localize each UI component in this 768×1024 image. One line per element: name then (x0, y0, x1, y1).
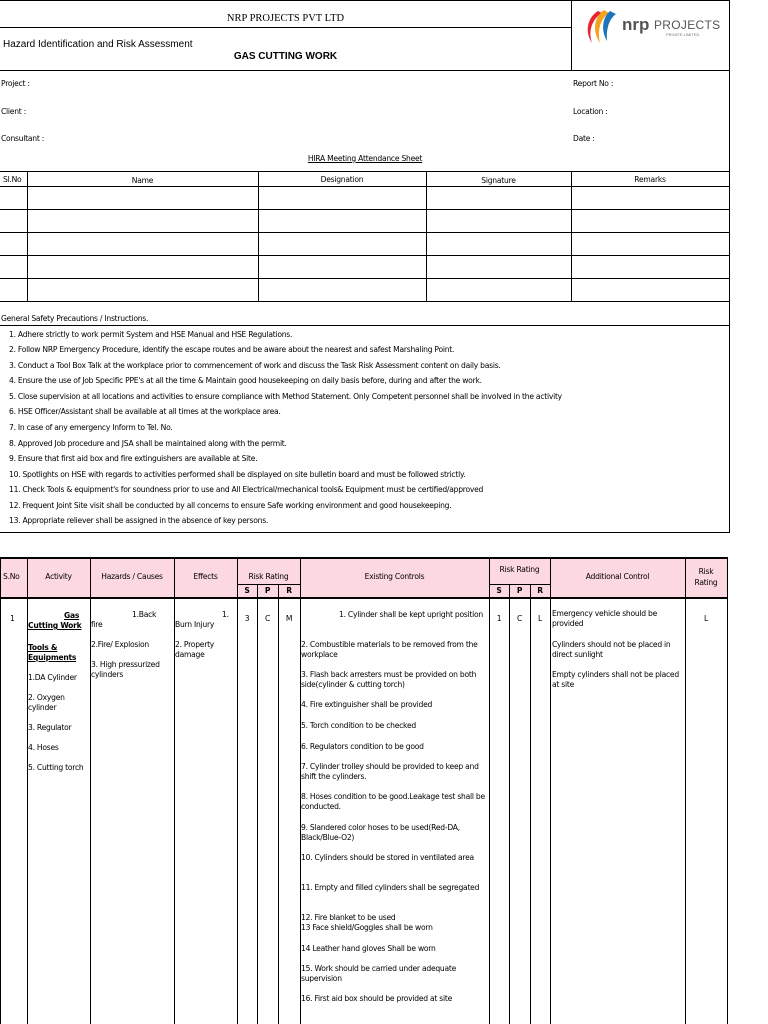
hazard-1b: fire (91, 620, 103, 629)
col-remarks: Remarks (634, 175, 666, 184)
header-risk-rating-2: Risk Rating (499, 565, 540, 574)
header-additional-control: Additional Control (585, 572, 650, 581)
control-item: 4. Fire extinguisher shall be provided (301, 700, 433, 709)
logo-word: nrp (622, 15, 650, 34)
report-no-label: Report No : (573, 79, 614, 88)
col-name: Name (131, 176, 154, 185)
control-item: 13 Face shield/Goggles shall be worn (301, 923, 433, 932)
precaution-item: 6. HSE Officer/Assistant shall be available at all times at the workplace area. (9, 407, 281, 416)
control-item: 7. Cylinder trolley should be provided to keep and shift the cylinders. (301, 762, 479, 781)
precaution-item: 13. Appropriate reliever shall be assigned in the absence of key persons. (9, 516, 269, 525)
control-item: 8. Hoses condition to be good.Leakage test shall be conducted. (301, 792, 485, 811)
header-effects: Effects (193, 572, 218, 581)
effect-2a: 2. Property (175, 640, 215, 649)
precaution-item: 9. Ensure that first aid box and fire extinguishers are available at Site. (9, 454, 258, 463)
hazard-1a: 1.Back (132, 610, 157, 619)
precaution-item: 5. Close supervision at all locations and activities to ensure compliance with Method Statement. Only Competent personnel shall be involved in the activity (9, 392, 562, 401)
header-s: S (244, 586, 250, 595)
control-item: 10. Cylinders should be stored in ventilated area (301, 853, 474, 862)
additional-control-item: Emergency vehicle should be provided (552, 609, 658, 628)
logo-name: PROJECTS (654, 18, 721, 32)
col-signature: Signature (481, 176, 516, 185)
rating-r: M (285, 614, 293, 623)
hazard-3b: cylinders (91, 670, 124, 679)
header-p: P (264, 586, 271, 595)
location-label: Location : (573, 107, 608, 116)
client-label: Client : (1, 107, 26, 116)
col-designation: Designation (320, 175, 364, 184)
header-activity: Activity (45, 572, 72, 581)
precaution-item: 4. Ensure the use of Job Specific PPE's at all the time & Maintain good housekeeping on daily basis before, during and after the work. (9, 376, 482, 385)
control-item: 6. Regulators condition to be good (301, 742, 424, 751)
rating-p: C (264, 614, 271, 623)
final-risk-rating: L (704, 614, 708, 623)
precautions-heading: General Safety Precautions / Instructions. (1, 314, 149, 323)
company-name: NRP PROJECTS PVT LTD (226, 13, 345, 24)
rating-r2: L (538, 614, 542, 623)
precaution-item: 11. Check Tools & equipment's for soundness prior to use and All Electrical/mechanical tools& Equipment must be certified/approved (9, 485, 484, 494)
control-item: 3. Flash back arresters must be provided on both side(cylinder & cutting torch) (301, 670, 477, 689)
header-risk-rating-3b: Rating (694, 578, 718, 587)
header-r2: R (537, 586, 543, 595)
consultant-label: Consultant : (1, 134, 45, 143)
col-slno: Sl.No (3, 175, 22, 184)
tools-heading-b: Equipments (28, 653, 77, 662)
date-label: Date : (573, 134, 595, 143)
header-hazards: Hazards / Causes (101, 572, 163, 581)
header-risk-rating-3a: Risk (698, 567, 714, 576)
effect-2b: damage (175, 650, 205, 659)
header-r: R (286, 586, 292, 595)
header-sno: S.No (3, 572, 20, 581)
tool-item: 1.DA Cylinder (28, 673, 77, 682)
company-logo (582, 5, 720, 49)
header-s2: S (496, 586, 502, 595)
tool-item: 5. Cutting torch (28, 763, 84, 772)
control-item: 12. Fire blanket to be used (301, 913, 396, 922)
control-item: 16. First aid box should be provided at site (301, 994, 453, 1003)
rating-s: 3 (244, 614, 250, 623)
precaution-item: 2. Follow NRP Emergency Procedure, identify the escape routes and be aware about the nearest and safest Marshaling Point. (9, 345, 455, 354)
control-item: 11. Empty and filled cylinders shall be segregated (301, 883, 480, 892)
tool-item: 2. Oxygen cylinder (28, 693, 65, 712)
activity-title: GAS CUTTING WORK (233, 51, 338, 62)
logo-tagline: PRIVATE LIMITED (666, 32, 700, 37)
effect-1b: Burn Injury (175, 620, 215, 629)
effect-1a: 1. (222, 610, 229, 619)
additional-control-item: Empty cylinders shall not be placed at site (552, 670, 679, 689)
activity-title-a: Gas (64, 611, 80, 620)
document-type: Hazard Identification and Risk Assessment (3, 39, 193, 50)
attendance-title: HIRA Meeting Attendance Sheet (307, 154, 423, 163)
tools-heading-a: Tools & (28, 643, 58, 652)
tool-item: 3. Regulator (28, 723, 72, 732)
rating-p2: C (516, 614, 523, 623)
rating-s2: 1 (496, 614, 502, 623)
precaution-item: 8. Approved Job procedure and JSA shall be maintained along with the permit. (9, 439, 287, 448)
precaution-item: 12. Frequent Joint Site visit shall be conducted by all concerns to ensure Safe working environment and good housekeeping. (9, 501, 452, 510)
additional-control-item: Cylinders should not be placed in direct sunlight (552, 640, 671, 659)
header-existing-controls: Existing Controls (364, 572, 425, 581)
control-item: 5. Torch condition to be checked (301, 721, 416, 730)
header-p2: P (516, 586, 523, 595)
row-sno: 1 (10, 614, 15, 623)
precaution-item: 3. Conduct a Tool Box Talk at the workplace prior to commencement of work and discuss the Task Risk Assessment content on daily basis. (9, 361, 501, 370)
precaution-item: 10. Spotlights on HSE with regards to activities performed shall be displayed on site bulletin board and must be followed strictly. (9, 470, 466, 479)
control-item: 15. Work should be carried under adequate supervision (301, 964, 457, 983)
control-item: 1. Cylinder shall be kept upright position (339, 610, 483, 619)
control-item: 14 Leather hand gloves Shall be worn (301, 944, 436, 953)
header-risk-rating: Risk Rating (248, 572, 289, 581)
project-label: Project : (1, 79, 30, 88)
hazard-3a: 3. High pressurized (91, 660, 160, 669)
control-item: 9. Slandered color hoses to be used(Red-DA, Black/Blue-O2) (301, 823, 460, 842)
activity-title-b: Cutting Work (28, 621, 82, 630)
precaution-item: 1. Adhere strictly to work permit System and HSE Manual and HSE Regulations. (9, 330, 293, 339)
hazard-2: 2.Fire/ Explosion (91, 640, 149, 649)
precaution-item: 7. In case of any emergency Inform to Tel. No. (9, 423, 173, 432)
control-item: 2. Combustible materials to be removed from the workplace (301, 640, 478, 659)
tool-item: 4. Hoses (28, 743, 59, 752)
